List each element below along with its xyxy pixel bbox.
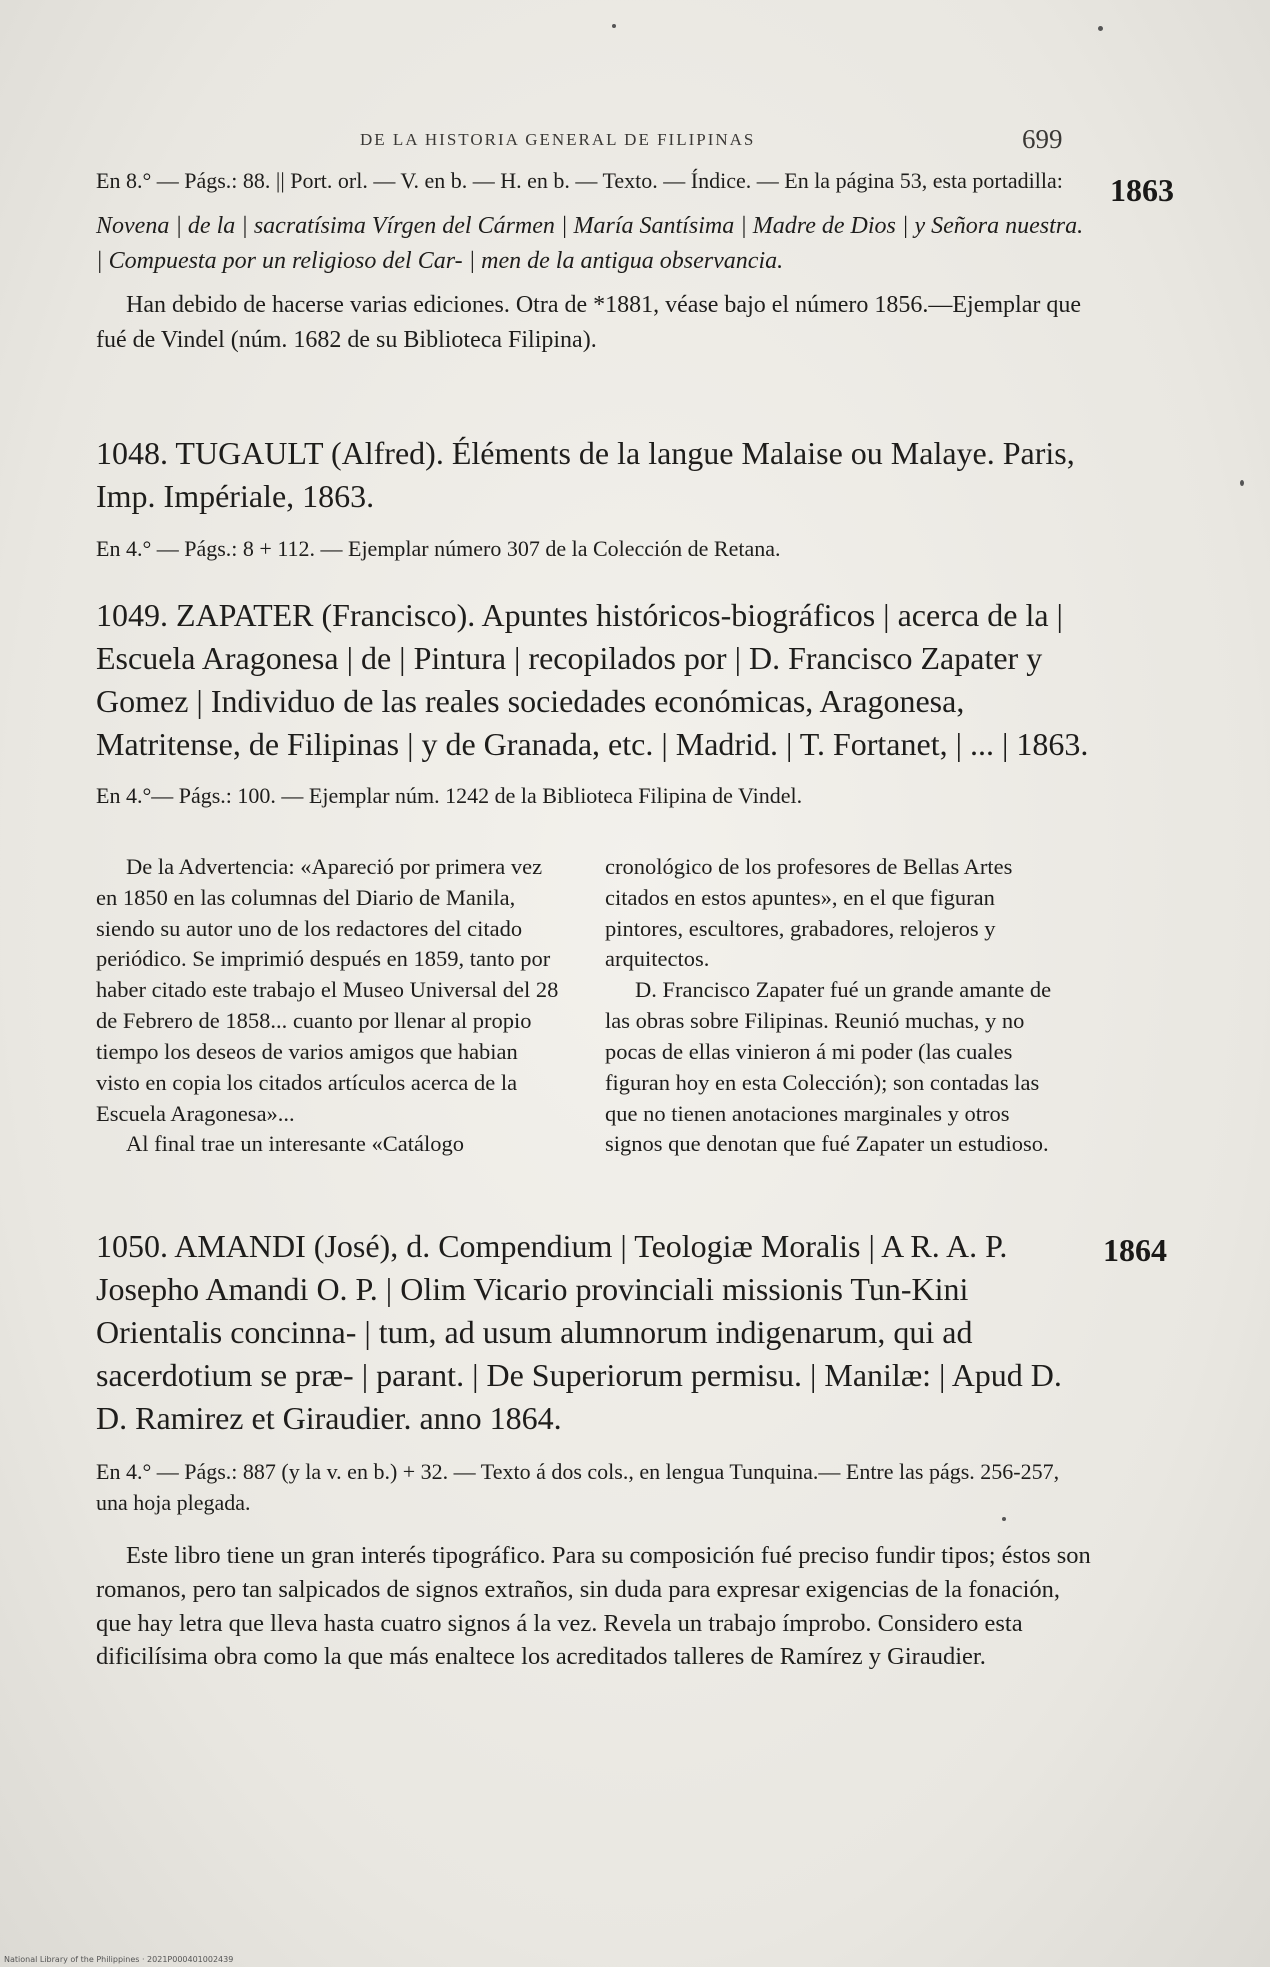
prev-entry-collation: En 8.° — Págs.: 88. || Port. orl. — V. en b. — H. en b. — Texto. — Índice. — En la página 53, esta portadilla: [96,168,1063,193]
column-paragraph: cronológico de los profesores de Bellas Artes citados en estos apuntes», en el que figuran pintores, escultores, grabadores, relojeros y arquitectos. [605,854,1013,972]
column-paragraph: D. Francisco Zapater fué un grande amante de las obras sobre Filipinas. Reunió muchas, y no pocas de ellas vinieron á mi poder (las cuales figuran hoy en esta Colección); son contadas las que no tienen anotaciones marginales y otros signos que denotan que fué Zapater un estudioso. [605,977,1052,1157]
running-head: DE LA HISTORIA GENERAL DE FILIPINAS [360,130,756,149]
entry-1050 [96,1225,1091,1674]
entry-1050-note: Este libro tiene un gran interés tipográfico. Para su composición fué preciso fundir tipos; éstos son romanos, pero tan salpicados de signos extraños, sin duda para expresar exigencias de la fonación, que hay letra que lleva hasta cuatro signos á la vez. Revela un trabajo ímprobo. Considero esta dificilísima obra como la que más enaltece los acreditados talleres de Ramírez y Giraudier. [96,1541,1091,1671]
entry-1049-column-left [96,852,561,1160]
entry-1049 [96,594,1091,811]
scan-speck [612,24,616,28]
scan-speck [1098,26,1103,31]
entry-1048-collation: En 4.° — Págs.: 8 + 112. — Ejemplar número 307 de la Colección de Retana. [96,536,781,562]
entry-1048 [96,432,1091,564]
entry-1049-title: 1049. ZAPATER (Francisco). Apuntes históricos-biográficos | acerca de la | Escuela Aragonesa | de | Pintura | recopilados por | D. Francisco Zapater y Gomez | Individuo de las reales sociedades económicas, Aragonesa, Matritense, de Filipinas | y de Granada, etc. | Madrid. | T. Fortanet, | ... | 1863. [96,597,1089,762]
page-number: 699 [1022,124,1063,154]
prev-entry-note: Han debido de hacerse varias ediciones. Otra de *1881, véase bajo el número 1856.—Ejemplar que fué de Vindel (núm. 1682 de su Biblioteca Filipina). [96,292,1081,354]
entry-1049-column-right [605,852,1070,1160]
margin-year-1864: 1864 [1103,1232,1167,1268]
scan-speck [1240,480,1244,486]
prev-entry-subtitle: Novena | de la | sacratísima Vírgen del Cármen | María Santísima | Madre de Dios | y Señora nuestra. | Compuesta por un religioso del Car- | men de la antigua observancia. [96,212,1084,274]
margin-year-1863: 1863 [1110,172,1174,208]
column-paragraph: De la Advertencia: «Apareció por primera vez en 1850 en las columnas del Diario de Manila, siendo su autor uno de los redactores del citado periódico. Se imprimió después en 1859, tanto por haber citado este trabajo el Museo Universal del 28 de Febrero de 1858... cuanto por llenar al propio tiempo los deseos de varios amigos que habian visto en copia los citados artículos acerca de la Escuela Aragonesa»... [96,854,559,1126]
scan-footer: National Library of the Philippines · 2021P000401002439 [4,1955,234,1964]
entry-1050-collation: En 4.° — Págs.: 887 (y la v. en b.) + 32. — Texto á dos cols., en lengua Tunquina.— Entre las págs. 256-257, una hoja plegada. [96,1459,1060,1516]
scan-speck [1002,1517,1006,1521]
prev-entry [96,165,1091,358]
entry-1048-title: 1048. TUGAULT (Alfred). Éléments de la langue Malaise ou Malaye. Paris, Imp. Impériale, 1863. [96,435,1075,514]
entry-1050-title: 1050. AMANDI (José), d. Compendium | Teologiæ Moralis | A R. A. P. Josepho Amandi O. P. | Olim Vicario provinciali missionis Tun-Kini Orientalis concinna- | tum, ad usum alumnorum indigenarum, qui ad sacerdotium se præ- | parant. | De Superiorum permisu. | Manilæ: | Apud D. D. Ramirez et Giraudier. anno 1864. [96,1228,1062,1436]
column-paragraph: Al final trae un interesante «Catálogo [126,1131,465,1157]
entry-1049-collation: En 4.°— Págs.: 100. — Ejemplar núm. 1242 de la Biblioteca Filipina de Vindel. [96,782,803,808]
